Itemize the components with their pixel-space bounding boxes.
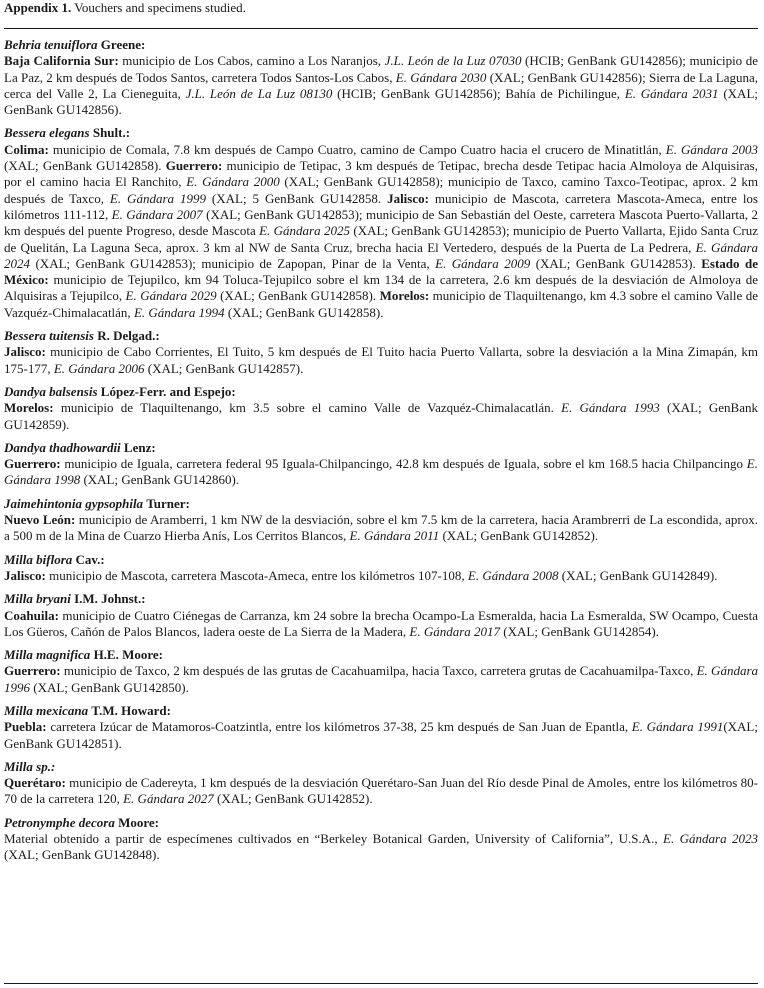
locality-text: (XAL; GenBank GU142859). [4,400,758,432]
state-label: Nuevo León: [4,512,76,528]
voucher-text [4,142,758,321]
voucher-list [4,37,758,871]
voucher-text [4,53,758,118]
locality-text: municipio de Mascota, carretera Mascota-Ameca, entre los kilómetros 107-108, [45,567,468,583]
voucher-text [4,400,758,433]
state-label: Querétaro: [4,775,66,791]
species-authority: Turner: [146,495,190,511]
locality-text: municipio de Cabo Corrientes, El Tuito, 5 km después de El Tuito hacia Puerto Vallarta, sobre la desviación a la Mina Zimapán, km 175-177, [4,344,758,376]
species-name: Dandya balsensis [4,383,98,399]
species-name: Dandya thadhowardii [4,439,121,455]
voucher-entry [4,591,758,640]
locality-text: municipio de Taxco, 2 km después de las grutas de Cacahuamilpa, hacia Taxco, carretera grutas de Cacahuamilpa-Taxco, [60,663,697,679]
species-authority: Moore: [118,814,159,830]
locality-text: (XAL; GenBank GU142853); municipio de Zapopan, Pinar de la Venta, [30,255,436,271]
state-label: Jalisco: [387,190,429,206]
state-label: Colima: [4,141,49,157]
species-name: Jaimehintonia gypsophila [4,495,144,511]
species-authority: Greene: [100,37,146,52]
species-authority: Cav.: [75,551,105,567]
collector-number: E. Gándara 2024 [4,239,759,271]
locality-text: (XAL; GenBank GU142857). [144,360,304,376]
locality-text: (XAL; GenBank GU142860). [80,472,240,488]
caption-text: Vouchers and specimens studied. [74,0,246,15]
state-label: Baja California Sur: [4,53,119,69]
locality-text: (XAL; GenBank GU142853); municipio de San Sebastián del Oeste, carretera Mascota Puerto-Vallarta, 2 km después del puente Progreso, desde Mascota [4,206,758,239]
collector-number: E. Gándara 2029 [125,288,217,304]
bottom-rule [4,983,758,984]
voucher-text [4,831,758,864]
species-authority: I.M. Johnst.: [74,591,146,607]
collector-number: E. Gándara 1999 [109,190,206,206]
voucher-entry [4,384,758,433]
voucher-entry [4,703,758,752]
species-heading [4,37,758,53]
species-heading [4,552,758,568]
voucher-entry [4,496,758,545]
collector-number: E. Gándara 2023 [663,831,758,847]
species-name: Petronymphe decora [4,814,115,830]
locality-text: (XAL; GenBank GU142854). [500,623,659,639]
voucher-text [4,663,758,696]
voucher-text [4,456,758,489]
species-authority: R. Delgad.: [97,328,160,344]
locality-text: (XAL; 5 GenBank GU142858. [205,190,388,206]
collector-number: E. Gándara 2025 [259,223,350,239]
state-label: Guerrero: [4,663,61,679]
voucher-text [4,344,758,377]
voucher-text [4,568,758,584]
locality-text: (XAL; GenBank GU142850). [30,679,189,695]
locality-text: municipio de Los Cabos, camino a Los Naranjos, [118,53,385,69]
locality-text: municipio de Aramberri, 1 km NW de la desviación, sobre el km 7.5 km de la carretera, hacia Arambrerri de La escondida, aprox. a 500 m de la Mina de Cuarzo Hierba Anís, Los Cerritos Blancos, [4,512,758,544]
collector-number: E. Gándara 2006 [53,360,145,376]
locality-text: (XAL; GenBank GU142858). [216,288,380,304]
voucher-text [4,719,758,752]
species-heading [4,328,758,344]
voucher-entry [4,125,758,321]
collector-number: E. Gándara 2007 [111,206,203,222]
species-name: Milla biflora [4,551,73,567]
species-name: Behria tenuiflora [4,37,98,52]
state-label: Morelos: [4,400,54,416]
species-heading [4,440,758,456]
locality-text: municipio de Mascota, carretera Mascota-Ameca, entre los kilómetros 111-112, [4,190,758,222]
locality-text: (XAL; GenBank GU142849). [558,567,718,583]
collector-number: J.L. León de la Luz 07030 [384,53,522,69]
collector-number: E. Gándara 2008 [467,567,559,583]
state-label: Estado de México: [4,255,758,288]
state-label: Jalisco: [4,344,46,360]
locality-text: carretera Izúcar de Matamoros-Coatzintla, entre los kilómetros 37-38, 25 km después de San Juan de Epantla, [46,719,632,735]
collector-number: E. Gándara 1991 [631,719,724,735]
voucher-text [4,775,758,808]
collector-number: E. Gándara 2031 [624,85,719,101]
appendix-caption [4,0,246,16]
locality-text: municipio de Cuatro Ciénegas de Carranza, km 24 sobre la brecha Ocampo-La Esmeralda, hacia La Esmeralda, SW Ocampo, Cuesta Los Güeros, Cañón de Palos Blancos, ladera oeste de La Sierra de la Madera, [4,607,758,639]
collector-number: E. Gándara 2000 [186,174,280,190]
locality-text: (HCIB; GenBank GU142856); Bahía de Pichilingue, [332,85,625,101]
species-authority: López-Ferr. and Espejo: [100,383,236,399]
voucher-entry [4,552,758,585]
locality-text: municipio de Tlaquiltenango, km 4.3 sobre el camino Valle de Vazquéz-Chimalacatlán, [4,288,758,320]
collector-number: E. Gándara 2027 [123,791,214,807]
collector-number: E. Gándara 1996 [4,663,758,695]
locality-text: (XAL; GenBank GU142851). [4,719,758,751]
voucher-entry [4,328,758,377]
collector-number: E. Gándara 2030 [395,69,487,85]
species-authority: T.M. Howard: [91,702,171,718]
species-heading [4,815,758,831]
locality-text: (XAL; GenBank GU142852). [213,791,373,807]
species-name: Milla bryani [4,591,71,607]
collector-number: E. Gándara 2003 [665,141,758,157]
species-heading [4,647,758,663]
locality-text: (XAL; GenBank GU142858); municipio de Taxco, camino Taxco-Teotipac, aprox. 2 km después de Taxco, [4,174,759,206]
species-heading [4,496,758,512]
species-authority: Lenz: [123,439,156,455]
locality-text: municipio de Tejupilco, km 94 Toluca-Tejupilco sobre el km 134 de la carretera, 2.6 km después de la desviación de Almoloya de Alquisiras a Tejupilco, [4,272,758,304]
locality-text: (XAL; GenBank GU142848). [4,847,160,863]
caption-label: Appendix 1. [4,0,72,15]
top-rule [4,28,758,29]
species-name: Bessera elegans [4,125,90,141]
locality-text: (XAL; GenBank GU142856); Sierra de La Laguna, cerca del Valle 2, La Cieneguita, [4,69,759,101]
species-heading [4,125,758,141]
state-label: Coahuila: [4,607,59,623]
locality-text: municipio de Tlaquiltenango, km 3.5 sobre el camino Valle de Vazquéz-Chimalacatlán. [53,400,562,416]
collector-number: E. Gándara 2009 [435,255,531,271]
collector-number: E. Gándara 2011 [349,528,440,544]
locality-text: municipio de Tetipac, 3 km después de Tetipac, brecha desde Tetipac hacia Almoloya de Alquisiras, por el camino hacia El Ranchito, [4,158,758,190]
collector-number: J.L. León de La Luz 08130 [185,85,333,101]
species-heading [4,759,758,775]
collector-number: E. Gándara 2017 [409,623,501,639]
locality-text: municipio de Cadereyta, 1 km después de la desviación Querétaro-San Juan del Río desde Pinal de Amoles, entre los kilómetros 80-70 de la carretera 120, [4,775,758,807]
species-heading [4,591,758,607]
voucher-entry [4,440,758,489]
voucher-entry [4,815,758,864]
species-name: Milla magnifica [4,647,91,663]
species-name: Milla mexicana [4,702,89,718]
state-label: Guerrero: [4,456,61,472]
locality-text: (XAL; GenBank GU142858). [224,304,384,320]
species-heading [4,384,758,400]
voucher-text [4,608,758,641]
locality-text: (XAL; GenBank GU142853); municipio de Puerto Vallarta, Ejido Santa Cruz de Quelitán, La Laguna Seca, aprox. 3 km al NW de Santa Cruz, brecha hacia El Vertedero, después de la Puerta de La Pedrera, [4,223,758,255]
locality-text: (XAL; GenBank GU142858). [4,158,166,174]
voucher-entry [4,37,758,118]
species-heading [4,703,758,719]
locality-text: Material obtenido a partir de especímenes cultivados en “Berkeley Botanical Garden, University of California”, U.S.A., [4,831,663,847]
locality-text: (XAL; GenBank GU142856). [4,85,759,118]
species-name: Milla sp.: [4,758,56,774]
voucher-text [4,512,758,545]
voucher-entry [4,647,758,696]
locality-text: (HCIB; GenBank GU142856); municipio de La Paz, 2 km después de Todos Santos, carretera Todos Santos-Los Cabos, [4,53,758,85]
locality-text: municipio de Comala, 7.8 km después de Campo Cuatro, camino de Campo Cuatro hacia el crucero de Minatitlán, [48,141,666,157]
collector-number: E. Gándara 1994 [133,304,225,320]
state-label: Jalisco: [4,567,46,583]
collector-number: E. Gándara 1998 [4,456,758,488]
state-label: Puebla: [4,719,47,735]
species-authority: H.E. Moore: [93,647,163,663]
collector-number: E. Gándara 1993 [561,400,660,416]
state-label: Morelos: [379,288,430,304]
state-label: Guerrero: [165,158,223,174]
locality-text: (XAL; GenBank GU142852). [439,528,599,544]
species-name: Bessera tuitensis [4,328,94,344]
species-authority: Shult.: [92,125,131,141]
voucher-entry [4,759,758,808]
locality-text: (XAL; GenBank GU142853). [530,255,702,271]
locality-text: municipio de Iguala, carretera federal 95 Iguala-Chilpancingo, 42.8 km después de Iguala, sobre el km 168.5 hacia Chilpancingo [60,456,747,472]
